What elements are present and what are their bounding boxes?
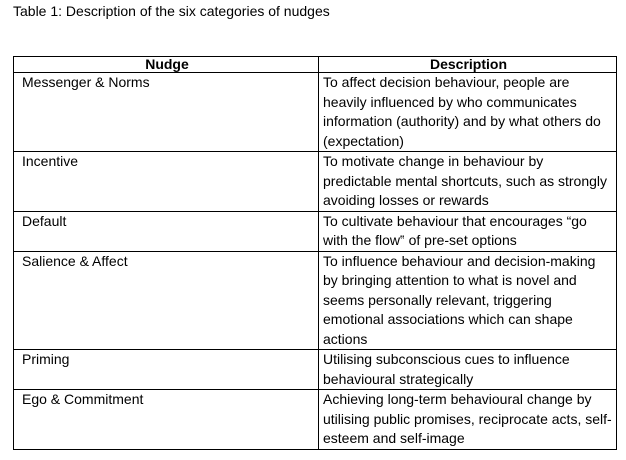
nudge-name-cell: Salience & Affect	[14, 251, 319, 350]
column-header-nudge: Nudge	[14, 57, 319, 73]
nudge-description-cell: To influence behaviour and decision-making by bringing attention to what is novel and seems personally relevant, triggering emotional associations which can shape actions	[319, 251, 617, 350]
table-row	[14, 211, 617, 251]
table-header-row	[14, 57, 617, 73]
table-row	[14, 390, 617, 450]
nudge-name-cell: Ego & Commitment	[14, 390, 319, 450]
nudge-description-cell: Achieving long-term behavioural change by utilising public promises, reciprocate acts, self- esteem and self-image	[319, 390, 617, 450]
nudge-description-cell: Utilising subconscious cues to influence behavioural strategically	[319, 350, 617, 390]
nudge-description-cell: To cultivate behaviour that encourages “go with the flow‟ of pre-set options	[319, 211, 617, 251]
nudge-name-cell: Priming	[14, 350, 319, 390]
table-row	[14, 251, 617, 350]
nudge-name-cell: Messenger & Norms	[14, 73, 319, 152]
table-row	[14, 350, 617, 390]
nudges-table	[13, 56, 617, 450]
table-row	[14, 73, 617, 152]
nudge-description-cell: To motivate change in behaviour by predictable mental shortcuts, such as strongly avoiding losses or rewards	[319, 152, 617, 212]
nudge-description-cell: To affect decision behaviour, people are heavily influenced by who communicates information (authority) and by what others do (expectation)	[319, 73, 617, 152]
nudge-name-cell: Incentive	[14, 152, 319, 212]
table-row	[14, 152, 617, 212]
table-caption: Table 1: Description of the six categories of nudges	[13, 3, 330, 19]
nudge-name-cell: Default	[14, 211, 319, 251]
column-header-description: Description	[319, 57, 617, 73]
